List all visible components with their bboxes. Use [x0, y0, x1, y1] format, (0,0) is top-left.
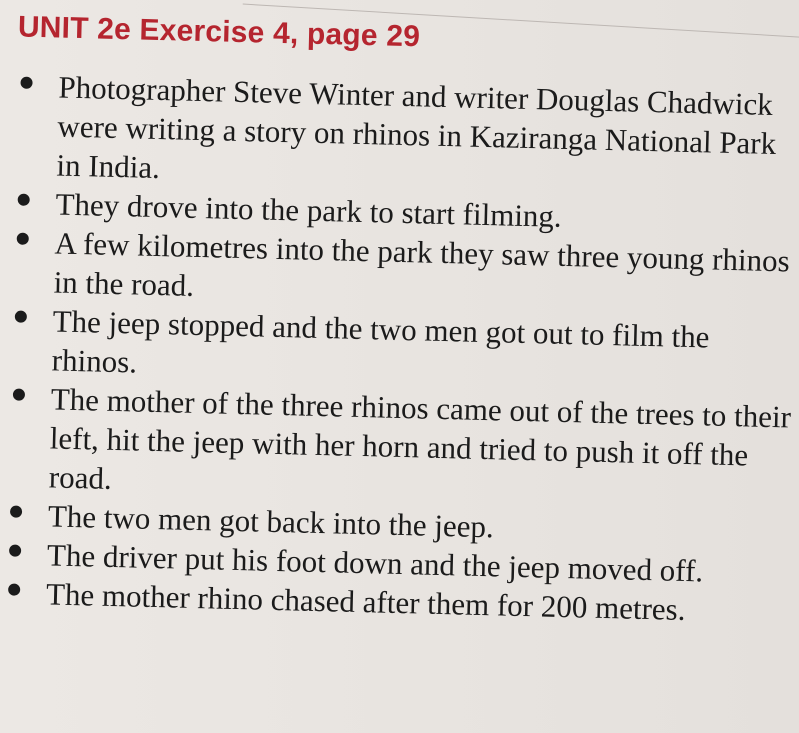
- bullet-list: [2, 66, 799, 631]
- list-item-text: The mother rhino chased after them for 200 metres.: [45, 576, 686, 627]
- bullet-icon: [10, 505, 22, 517]
- bullet-icon: [17, 233, 29, 245]
- list-item-text: Photographer Steve Winter and writer Douglas Chadwick were writing a story on rhinos in Kaziranga National Park in India.: [56, 69, 777, 186]
- bullet-icon: [15, 311, 27, 323]
- list-item-text: The driver put his foot down and the jeep moved off.: [46, 537, 704, 589]
- list-item-text: The two men got back into the jeep.: [47, 498, 495, 545]
- list-item-text: The jeep stopped and the two men got out to film the rhinos.: [51, 303, 710, 380]
- list-item: [12, 66, 799, 202]
- bullet-icon: [13, 388, 25, 400]
- list-item-text: A few kilometres into the park they saw three young rhinos in the road.: [53, 225, 791, 303]
- list-item-text: The mother of the three rhinos came out of the trees to their left, hit the jeep with her horn and tried to push it off the road.: [48, 381, 792, 496]
- page-title: UNIT 2e Exercise 4, page 29: [17, 10, 421, 54]
- bullet-icon: [20, 77, 32, 89]
- list-item: [4, 378, 797, 514]
- list-item-text: They drove into the park to start filming.: [55, 186, 563, 234]
- bullet-icon: [9, 544, 21, 556]
- bullet-icon: [8, 583, 20, 595]
- bullet-icon: [18, 194, 30, 206]
